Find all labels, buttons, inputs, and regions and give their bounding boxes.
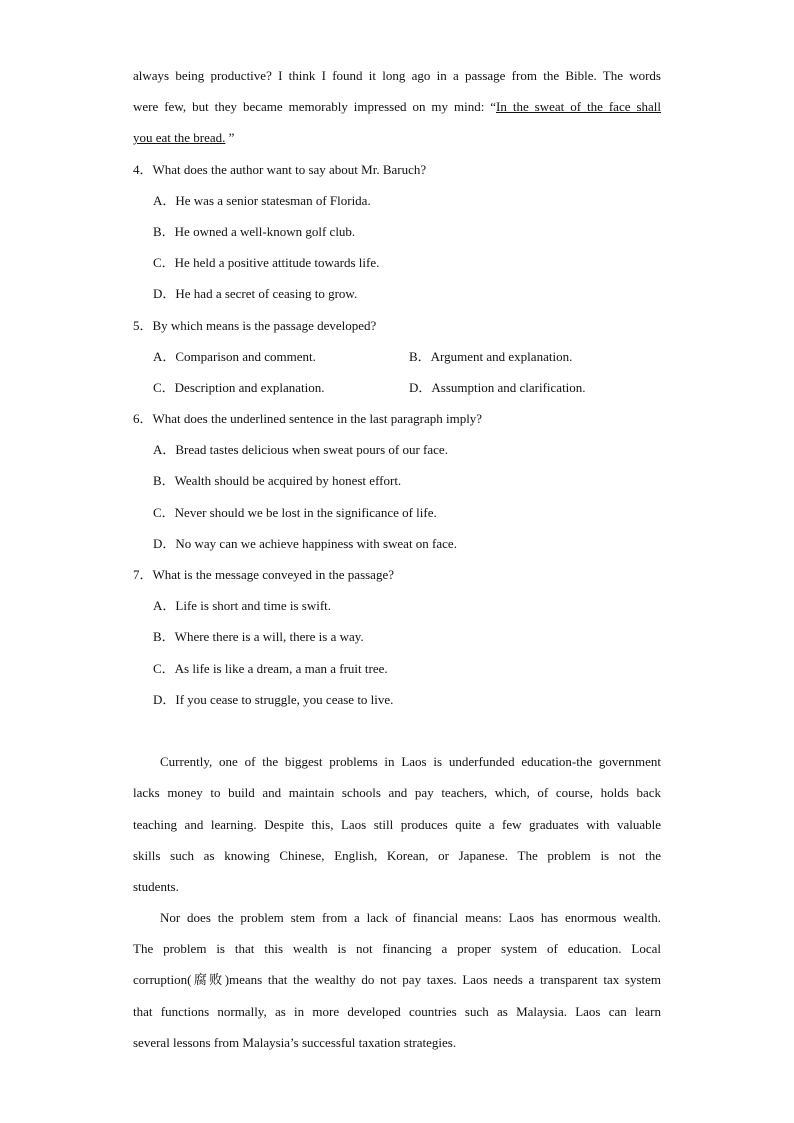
question-5-options-row-2: [133, 370, 661, 401]
question-5-option-c: C．Description and explanation.: [153, 379, 325, 395]
question-5-option-b: B．Argument and explanation.: [409, 348, 573, 364]
intro-line-3: [133, 120, 661, 151]
underlined-sentence-part-2: you eat the bread.: [133, 130, 226, 146]
question-5-option-d: D．Assumption and clarification.: [409, 379, 586, 395]
intro-line-2: [133, 89, 661, 120]
question-6-option-b: B．Wealth should be acquired by honest effort.: [153, 473, 402, 489]
passage-p1-line-2: lacks money to build and maintain schools and pay teachers, which, of course, holds back: [133, 785, 661, 801]
question-4-option-d: D．He had a secret of ceasing to grow.: [153, 286, 358, 302]
question-4-option-a: A．He was a senior statesman of Florida.: [153, 192, 371, 208]
passage-p2-line-1: Nor does the problem stem from a lack of financial means: Laos has enormous wealth.: [160, 910, 661, 926]
question-5-option-a: A．Comparison and comment.: [153, 348, 316, 364]
question-6-option-c: C．Never should we be lost in the significance of life.: [153, 504, 437, 520]
question-7-option-a: A．Life is short and time is swift.: [153, 598, 332, 614]
question-4-option-b: B．He owned a well-known golf club.: [153, 223, 356, 239]
passage-p2-line-5: several lessons from Malaysia’s successful taxation strategies.: [133, 1034, 457, 1050]
question-7-stem: 7．What is the message conveyed in the passage?: [133, 567, 394, 582]
passage-p1-line-1: Currently, one of the biggest problems in Laos is underfunded education-the government: [160, 754, 661, 770]
document-page: [133, 58, 661, 1056]
question-6-stem: 6．What does the underlined sentence in the last paragraph imply?: [133, 411, 483, 427]
passage-p1-line-5: students.: [133, 878, 179, 894]
intro-line-1: always being productive? I think I found it long ago in a passage from the Bible. The words: [133, 68, 661, 83]
passage-p2-line-4: that functions normally, as in more developed countries such as Malaysia. Laos can learn: [133, 1003, 661, 1019]
passage-p2-line-2: The problem is that this wealth is not financing a proper system of education. Local: [133, 941, 661, 957]
underlined-sentence-part-1: In the sweat of the face shall: [496, 99, 662, 115]
passage-p2-line-3: corruption(腐败)means that the wealthy do not pay taxes. Laos needs a transparent tax system: [133, 972, 661, 988]
question-5-stem: 5．By which means is the passage developed?: [133, 317, 377, 333]
closing-quote: ”: [225, 130, 235, 146]
passage-p1-line-4: skills such as knowing Chinese, English, Korean, or Japanese. The problem is not the: [133, 847, 661, 863]
question-6-option-a: A．Bread tastes delicious when sweat pours of our face.: [153, 442, 448, 458]
question-7-option-b: B．Where there is a will, there is a way.: [153, 629, 364, 645]
passage-p1-line-3: teaching and learning. Despite this, Laos still produces quite a few graduates with valuable: [133, 816, 661, 832]
section-gap: [133, 713, 661, 744]
question-5-options-row-1: [133, 339, 661, 370]
question-7-option-d: D．If you cease to struggle, you cease to live.: [153, 691, 394, 707]
question-6-option-d: D．No way can we achieve happiness with sweat on face.: [153, 535, 457, 551]
question-4-option-c: C．He held a positive attitude towards life.: [153, 255, 380, 271]
question-4-stem: 4．What does the author want to say about Mr. Baruch?: [133, 161, 427, 177]
question-7-option-c: C．As life is like a dream, a man a fruit tree.: [153, 660, 388, 676]
intro-line-2-text: were few, but they became memorably impressed on my mind: “: [133, 99, 497, 115]
